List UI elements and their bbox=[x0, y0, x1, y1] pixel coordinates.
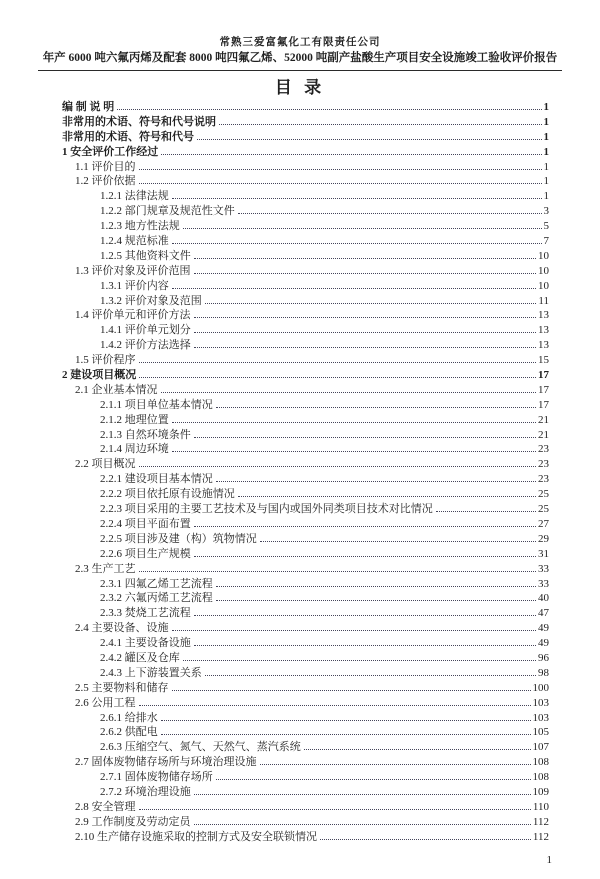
toc-entry bbox=[62, 294, 549, 309]
toc-entry-page: 47 bbox=[538, 607, 549, 620]
toc-entry-page: 103 bbox=[532, 696, 549, 709]
toc-entry-label: 1.2 评价依据 bbox=[75, 175, 136, 188]
toc-entry-label: 2.2.4 项目平面布置 bbox=[100, 517, 191, 530]
toc-leader-dots bbox=[260, 764, 531, 765]
toc-entry-page: 40 bbox=[538, 592, 549, 605]
toc-entry bbox=[62, 368, 549, 383]
toc-entry-page: 5 bbox=[543, 220, 549, 233]
toc-leader-dots bbox=[194, 526, 536, 527]
toc-leader-dots bbox=[194, 824, 531, 825]
toc-leader-dots bbox=[172, 422, 536, 423]
toc-entry-label: 1.3.2 评价对象及范围 bbox=[100, 294, 202, 307]
toc-entry-label: 2.3.3 焚烧工艺流程 bbox=[100, 607, 191, 620]
toc-leader-dots bbox=[194, 645, 536, 646]
toc-entry-label: 2.2.3 项目采用的主要工艺技术及与国内或国外同类项目技术对比情况 bbox=[100, 503, 433, 516]
toc-entry bbox=[62, 174, 549, 189]
toc-leader-dots bbox=[194, 317, 537, 318]
toc-leader-dots bbox=[172, 243, 542, 244]
toc-entry bbox=[62, 547, 549, 562]
toc-entry-label: 2.1.1 项目单位基本情况 bbox=[100, 398, 213, 411]
toc-entry-label: 非常用的术语、符号和代号 bbox=[62, 130, 194, 143]
toc-leader-dots bbox=[139, 809, 531, 810]
toc-entry-page: 13 bbox=[538, 324, 549, 337]
toc-entry-label: 1.2.2 部门规章及规范性文件 bbox=[100, 205, 235, 218]
toc-entry bbox=[62, 681, 549, 696]
toc-entry bbox=[62, 338, 549, 353]
toc-leader-dots bbox=[139, 362, 537, 363]
toc-entry bbox=[62, 577, 549, 592]
toc-leader-dots bbox=[304, 749, 531, 750]
toc-entry-page: 17 bbox=[538, 398, 549, 411]
toc-entry bbox=[62, 725, 549, 740]
toc-entry-page: 96 bbox=[538, 651, 549, 664]
toc-entry-label: 1 安全评价工作经过 bbox=[62, 145, 159, 158]
toc-entry-label: 2.9 工作制度及劳动定员 bbox=[75, 815, 191, 828]
toc-leader-dots bbox=[238, 496, 536, 497]
toc-entry bbox=[62, 279, 549, 294]
toc-entry-page: 31 bbox=[538, 547, 549, 560]
toc-leader-dots bbox=[194, 615, 536, 616]
toc-entry-label: 2.4.1 主要设备设施 bbox=[100, 637, 191, 650]
toc-entry-page: 98 bbox=[538, 666, 549, 679]
toc-leader-dots bbox=[194, 347, 536, 348]
toc-entry-page: 25 bbox=[538, 503, 549, 516]
toc-entry-label: 2.4 主要设备、设施 bbox=[75, 622, 169, 635]
toc-entry-page: 49 bbox=[538, 622, 549, 635]
toc-entry-page: 15 bbox=[538, 354, 549, 367]
toc-entry bbox=[62, 755, 549, 770]
page-number: 1 bbox=[546, 854, 552, 866]
toc-leader-dots bbox=[172, 198, 542, 199]
toc-leader-dots bbox=[172, 288, 536, 289]
toc-entry bbox=[62, 487, 549, 502]
toc-entry bbox=[62, 383, 549, 398]
toc-entry bbox=[62, 621, 549, 636]
toc-entry-label: 2.1.4 周边环境 bbox=[100, 443, 169, 456]
toc-leader-dots bbox=[172, 690, 531, 691]
toc-entry-label: 编 制 说 明 bbox=[62, 101, 115, 113]
toc-entry-label: 2.5 主要物料和储存 bbox=[75, 681, 169, 694]
toc-entry bbox=[62, 234, 549, 249]
toc-leader-dots bbox=[161, 734, 531, 735]
toc-entry bbox=[62, 711, 549, 726]
toc-leader-dots bbox=[183, 228, 542, 229]
toc-leader-dots bbox=[161, 392, 537, 393]
toc-entry-page: 23 bbox=[538, 443, 549, 456]
toc-entry-page: 1 bbox=[543, 145, 549, 158]
toc-leader-dots bbox=[194, 794, 531, 795]
toc-entry bbox=[62, 160, 549, 175]
toc-leader-dots bbox=[320, 839, 531, 840]
toc-leader-dots bbox=[216, 779, 531, 780]
toc-entry-label: 2.1.3 自然环境条件 bbox=[100, 428, 191, 441]
toc-entry-label: 2.3.2 六氟丙烯工艺流程 bbox=[100, 592, 213, 605]
toc-entry-label: 1.4 评价单元和评价方法 bbox=[75, 309, 191, 322]
toc-entry-label: 2.2.2 项目依托原有设施情况 bbox=[100, 488, 235, 501]
toc-entry-page: 13 bbox=[538, 339, 549, 352]
toc-entry bbox=[62, 740, 549, 755]
toc-entry bbox=[62, 249, 549, 264]
toc-entry-page: 112 bbox=[532, 830, 549, 843]
toc-entry-label: 1.3.1 评价内容 bbox=[100, 279, 169, 292]
toc-entry bbox=[62, 666, 549, 681]
toc-entry-label: 2.6 公用工程 bbox=[75, 696, 136, 709]
toc-entry-label: 2.2.5 项目涉及建（构）筑物情况 bbox=[100, 532, 257, 545]
toc-entry bbox=[62, 591, 549, 606]
toc-entry-label: 2.7 固体废物储存场所与环境治理设施 bbox=[75, 756, 257, 769]
toc-entry-label: 1.4.1 评价单元划分 bbox=[100, 324, 191, 337]
toc-leader-dots bbox=[183, 660, 536, 661]
toc-entry-page: 10 bbox=[538, 264, 549, 277]
toc-leader-dots bbox=[194, 437, 536, 438]
toc-entry bbox=[62, 264, 549, 279]
toc-title: 目 录 bbox=[274, 78, 326, 97]
toc-entry bbox=[62, 502, 549, 517]
company-name: 常熟三爱富氟化工有限责任公司 bbox=[219, 37, 381, 48]
document-header bbox=[38, 0, 562, 71]
toc-entry bbox=[62, 800, 549, 815]
toc-entry-page: 27 bbox=[538, 517, 549, 530]
toc-entry-page: 103 bbox=[532, 711, 549, 724]
toc-entry-label: 2.7.1 固体废物储存场所 bbox=[100, 771, 213, 784]
toc-entry bbox=[62, 696, 549, 711]
toc-entry-label: 2.8 安全管理 bbox=[75, 800, 136, 813]
toc-leader-dots bbox=[139, 377, 536, 378]
toc-leader-dots bbox=[260, 541, 536, 542]
toc-entry bbox=[62, 323, 549, 338]
toc-leader-dots bbox=[161, 720, 531, 721]
toc-entry-page: 1 bbox=[543, 190, 549, 203]
toc-entry-label: 2.2.6 项目生产规模 bbox=[100, 547, 191, 560]
toc-entry bbox=[62, 770, 549, 785]
toc-entry-label: 2.2 项目概况 bbox=[75, 458, 136, 471]
toc-entry-label: 2.3.1 四氟乙烯工艺流程 bbox=[100, 577, 213, 590]
toc-entry-page: 23 bbox=[538, 458, 549, 471]
toc-leader-dots bbox=[139, 169, 542, 170]
toc-entry-page: 107 bbox=[532, 741, 549, 754]
toc-entry-page: 17 bbox=[538, 369, 549, 382]
toc-entry-label: 1.3 评价对象及评价范围 bbox=[75, 264, 191, 277]
toc-leader-dots bbox=[139, 183, 542, 184]
toc-entry-page: 112 bbox=[532, 815, 549, 828]
toc-entry-page: 108 bbox=[532, 771, 549, 784]
toc-leader-dots bbox=[161, 154, 541, 155]
toc-leader-dots bbox=[117, 109, 541, 110]
toc-leader-dots bbox=[197, 139, 542, 140]
report-title: 年产 6000 吨六氟丙烯及配套 8000 吨四氟乙烯、52000 吨副产盐酸生产项目安全设施竣工验收评价报告 bbox=[42, 52, 558, 64]
toc-entry-label: 2.4.2 罐区及仓库 bbox=[100, 651, 180, 664]
toc-entry-page: 1 bbox=[543, 160, 549, 173]
toc-leader-dots bbox=[194, 258, 536, 259]
toc-entry-label: 1.2.1 法律法规 bbox=[100, 190, 169, 203]
toc-entry bbox=[62, 457, 549, 472]
toc-entry bbox=[62, 130, 549, 145]
toc-leader-dots bbox=[238, 213, 542, 214]
toc-entry bbox=[62, 815, 549, 830]
toc-entry-page: 25 bbox=[538, 488, 549, 501]
toc-entry-label: 2.7.2 环境治理设施 bbox=[100, 785, 191, 798]
toc-entry-page: 33 bbox=[538, 562, 549, 575]
toc-entry bbox=[62, 442, 549, 457]
toc-leader-dots bbox=[194, 556, 536, 557]
toc-entry bbox=[62, 562, 549, 577]
toc-entry-page: 21 bbox=[538, 413, 549, 426]
toc-entry-label: 2.1 企业基本情况 bbox=[75, 383, 158, 396]
toc-entry-page: 105 bbox=[532, 726, 549, 739]
toc-entry-page: 29 bbox=[538, 532, 549, 545]
toc-leader-dots bbox=[216, 481, 536, 482]
toc-entry-page: 10 bbox=[538, 249, 549, 262]
toc-entry-page: 49 bbox=[538, 637, 549, 650]
toc-entry-page: 1 bbox=[543, 115, 549, 128]
toc-leader-dots bbox=[205, 303, 537, 304]
toc-entry bbox=[62, 353, 549, 368]
toc-leader-dots bbox=[216, 407, 536, 408]
toc-entry-page: 21 bbox=[538, 428, 549, 441]
toc-entry-label: 2.4.3 上下游装置关系 bbox=[100, 666, 202, 679]
toc-entry-label: 2.10 生产储存设施采取的控制方式及安全联锁情况 bbox=[75, 830, 317, 843]
toc-entry-page: 11 bbox=[538, 294, 549, 307]
toc-leader-dots bbox=[219, 124, 542, 125]
toc-entry-page: 3 bbox=[543, 205, 549, 218]
toc-entry bbox=[62, 606, 549, 621]
toc-entry-label: 1.1 评价目的 bbox=[75, 160, 136, 173]
toc-leader-dots bbox=[139, 705, 531, 706]
toc-entry-label: 2.1.2 地理位置 bbox=[100, 413, 169, 426]
toc-entry-label: 1.2.5 其他资料文件 bbox=[100, 249, 191, 262]
toc-entry bbox=[62, 145, 549, 160]
toc-entry-label: 2.2.1 建设项目基本情况 bbox=[100, 473, 213, 486]
toc-leader-dots bbox=[194, 273, 537, 274]
toc-entry bbox=[62, 472, 549, 487]
toc-entry bbox=[62, 189, 549, 204]
toc-entry-label: 1.2.4 规范标准 bbox=[100, 235, 169, 248]
toc-list bbox=[62, 100, 549, 845]
toc-entry-page: 1 bbox=[543, 101, 549, 113]
toc-entry-page: 33 bbox=[538, 577, 549, 590]
toc-entry-page: 23 bbox=[538, 473, 549, 486]
toc-entry-page: 7 bbox=[543, 235, 549, 248]
toc-entry-label: 1.4.2 评价方法选择 bbox=[100, 339, 191, 352]
toc-entry bbox=[62, 413, 549, 428]
toc-entry-page: 100 bbox=[532, 681, 549, 694]
toc-leader-dots bbox=[139, 571, 537, 572]
toc-entry-label: 2 建设项目概况 bbox=[62, 369, 137, 382]
toc-entry bbox=[62, 636, 549, 651]
toc-leader-dots bbox=[172, 451, 536, 452]
toc-leader-dots bbox=[216, 600, 536, 601]
toc-entry-page: 108 bbox=[532, 756, 549, 769]
toc-entry-page: 110 bbox=[532, 800, 549, 813]
toc-entry-page: 13 bbox=[538, 309, 549, 322]
toc-entry-page: 1 bbox=[543, 175, 549, 188]
toc-leader-dots bbox=[216, 586, 536, 587]
toc-entry-label: 2.6.1 给排水 bbox=[100, 711, 158, 724]
toc-entry-page: 17 bbox=[538, 383, 549, 396]
toc-leader-dots bbox=[194, 332, 536, 333]
toc-leader-dots bbox=[139, 466, 537, 467]
toc-leader-dots bbox=[436, 511, 536, 512]
toc-entry-page: 1 bbox=[543, 130, 549, 143]
toc-entry-page: 109 bbox=[532, 785, 549, 798]
toc-entry bbox=[62, 308, 549, 323]
toc-entry-label: 2.6.2 供配电 bbox=[100, 726, 158, 739]
toc-entry-label: 1.5 评价程序 bbox=[75, 354, 136, 367]
toc-entry bbox=[62, 651, 549, 666]
toc-entry bbox=[62, 428, 549, 443]
toc-entry bbox=[62, 830, 549, 845]
toc-entry-label: 1.2.3 地方性法规 bbox=[100, 220, 180, 233]
toc-entry-page: 10 bbox=[538, 279, 549, 292]
toc-entry bbox=[62, 219, 549, 234]
toc-leader-dots bbox=[205, 675, 536, 676]
toc-entry bbox=[62, 532, 549, 547]
toc-entry bbox=[62, 115, 549, 130]
toc-entry bbox=[62, 517, 549, 532]
toc-leader-dots bbox=[172, 630, 537, 631]
toc-entry-label: 非常用的术语、符号和代号说明 bbox=[62, 115, 216, 128]
toc-entry bbox=[62, 100, 549, 115]
toc-entry-label: 2.6.3 压缩空气、氮气、天然气、蒸汽系统 bbox=[100, 741, 301, 754]
toc-entry-label: 2.3 生产工艺 bbox=[75, 562, 136, 575]
toc-entry bbox=[62, 785, 549, 800]
toc-entry bbox=[62, 204, 549, 219]
toc-entry bbox=[62, 398, 549, 413]
